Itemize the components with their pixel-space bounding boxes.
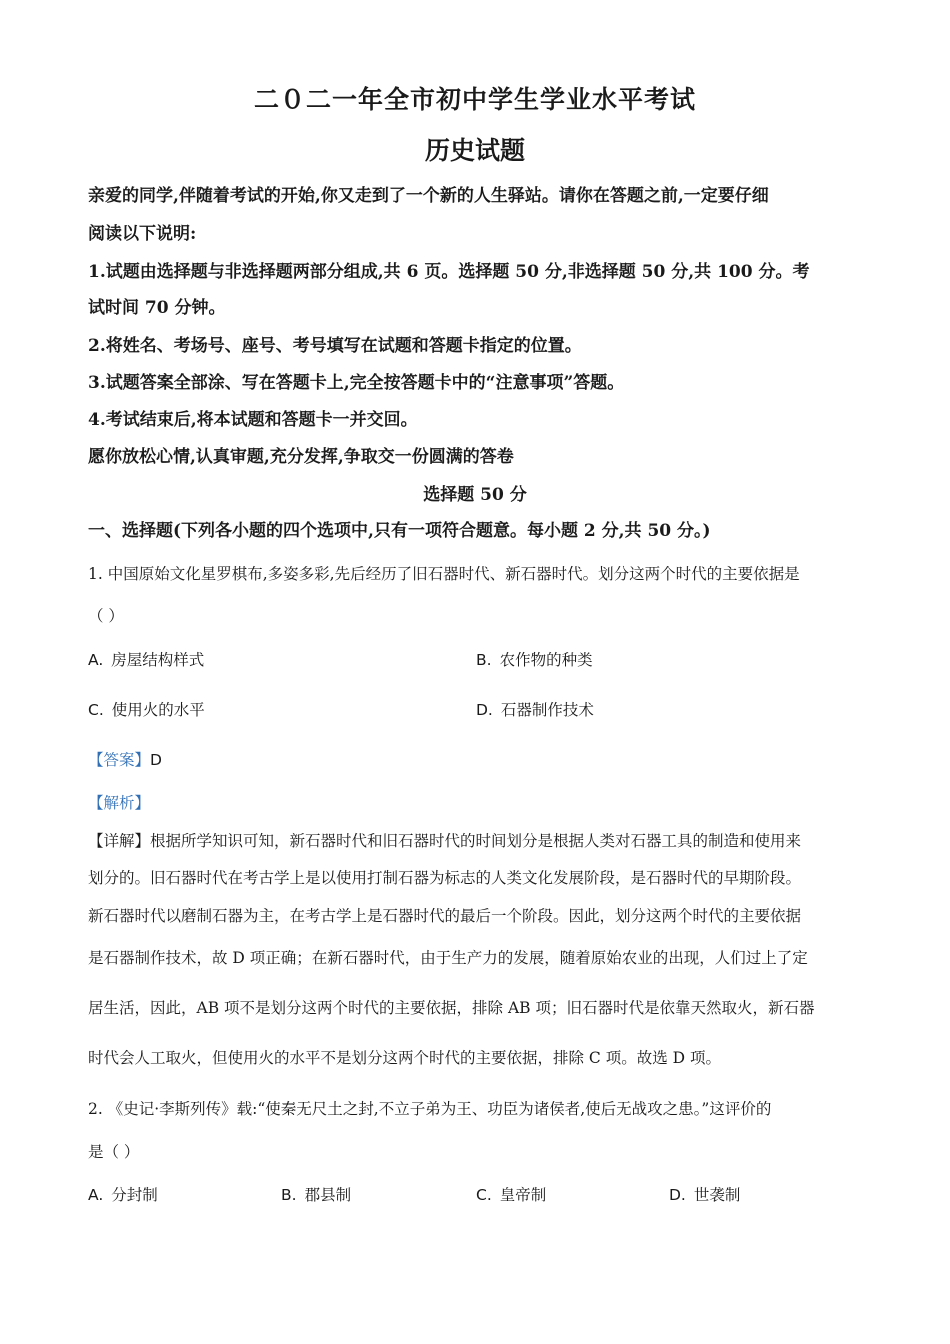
option-text: 石器制作技术 — [500, 701, 594, 719]
option-letter: C. — [88, 701, 104, 719]
answer-value: D — [150, 751, 162, 769]
q1-option-b — [476, 648, 593, 670]
q1-option-d — [476, 698, 594, 720]
q2-option-b — [281, 1183, 351, 1205]
option-letter: B. — [281, 1186, 297, 1204]
q2-stem-blank: 是（ ） — [88, 1143, 140, 1161]
q1-detail-line-3: 新石器时代以磨制石器为主，在考古学上是石器时代的最后一个阶段。因此，划分这两个时代的主要依据 — [88, 907, 802, 925]
option-letter: A. — [88, 1186, 104, 1204]
q1-option-c — [88, 698, 205, 720]
option-text: 房屋结构样式 — [111, 651, 205, 669]
option-letter: D. — [476, 701, 493, 719]
exam-subtitle: 历史试题 — [424, 136, 525, 165]
option-text: 皇帝制 — [499, 1186, 547, 1204]
instruction-1a: 1.试题由选择题与非选择题两部分组成,共 6 页。选择题 50 分,非选择题 50 分,共 100 分。考 — [88, 262, 810, 282]
option-text: 农作物的种类 — [499, 651, 593, 669]
option-letter: C. — [476, 1186, 492, 1204]
q2-option-a — [88, 1183, 158, 1205]
instruction-3: 3.试题答案全部涂、写在答题卡上,完全按答题卡中的“注意事项”答题。 — [88, 373, 625, 393]
exam-title: 二０二一年全市初中学生学业水平考试 — [253, 85, 696, 114]
part-title: 一、选择题(下列各小题的四个选项中,只有一项符合题意。每小题 2 分,共 50 分。) — [88, 521, 711, 541]
q1-detail-line-6: 时代会人工取火，但使用火的水平不是划分这两个时代的主要依据，排除 C 项。故选 D 项。 — [88, 1049, 721, 1067]
q1-option-a — [88, 648, 204, 670]
option-letter: D. — [669, 1186, 686, 1204]
answer-label: 【答案】 — [88, 751, 151, 769]
q1-detail-line-4: 是石器制作技术，故 D 项正确；在新石器时代，由于生产力的发展，随着原始农业的出现，人们过上了定 — [88, 949, 808, 967]
instruction-1b: 试时间 70 分钟。 — [88, 298, 226, 318]
q2-option-c — [476, 1183, 546, 1205]
q1-stem-blank: （ ） — [88, 607, 124, 625]
option-text: 分封制 — [111, 1186, 158, 1204]
option-text: 郡县制 — [304, 1186, 352, 1204]
instruction-4: 4.考试结束后,将本试题和答题卡一并交回。 — [88, 410, 418, 430]
intro-line-2: 阅读以下说明: — [88, 224, 197, 244]
instruction-2: 2.将姓名、考场号、座号、考号填写在试题和答题卡指定的位置。 — [88, 336, 582, 356]
option-letter: A. — [88, 651, 104, 669]
q1-detail-line-2: 划分的。旧石器时代在考古学上是以使用打制石器为标志的人类文化发展阶段，是石器时代的早期阶段。 — [88, 869, 802, 887]
q1-analysis-label: 【解析】 — [88, 794, 151, 812]
q2-stem: 2. 《史记·李斯列传》载:“使秦无尺土之封,不立子弟为王、功臣为诸侯者,使后无战攻之患。”这评价的 — [88, 1100, 772, 1118]
intro-line-1: 亲爱的同学,伴随着考试的开始,你又走到了一个新的人生驿站。请你在答题之前,一定要仔细 — [88, 186, 769, 206]
q1-answer — [88, 748, 162, 770]
q1-stem: 1. 中国原始文化星罗棋布,多姿多彩,先后经历了旧石器时代、新石器时代。划分这两个时代的主要依据是 — [88, 565, 800, 583]
option-letter: B. — [476, 651, 492, 669]
q1-detail-line-1: 【详解】根据所学知识可知，新石器时代和旧石器时代的时间划分是根据人类对石器工具的制造和使用来 — [88, 832, 802, 850]
option-text: 使用火的水平 — [111, 701, 205, 719]
wish-line: 愿你放松心情,认真审题,充分发挥,争取交一份圆满的答卷 — [88, 447, 514, 467]
q2-option-d — [669, 1183, 740, 1205]
option-text: 世袭制 — [693, 1186, 741, 1204]
q1-detail-line-5: 居生活，因此，AB 项不是划分这两个时代的主要依据，排除 AB 项；旧石器时代是依靠天然取火，新石器 — [88, 999, 815, 1017]
section-heading: 选择题 50 分 — [423, 485, 527, 505]
